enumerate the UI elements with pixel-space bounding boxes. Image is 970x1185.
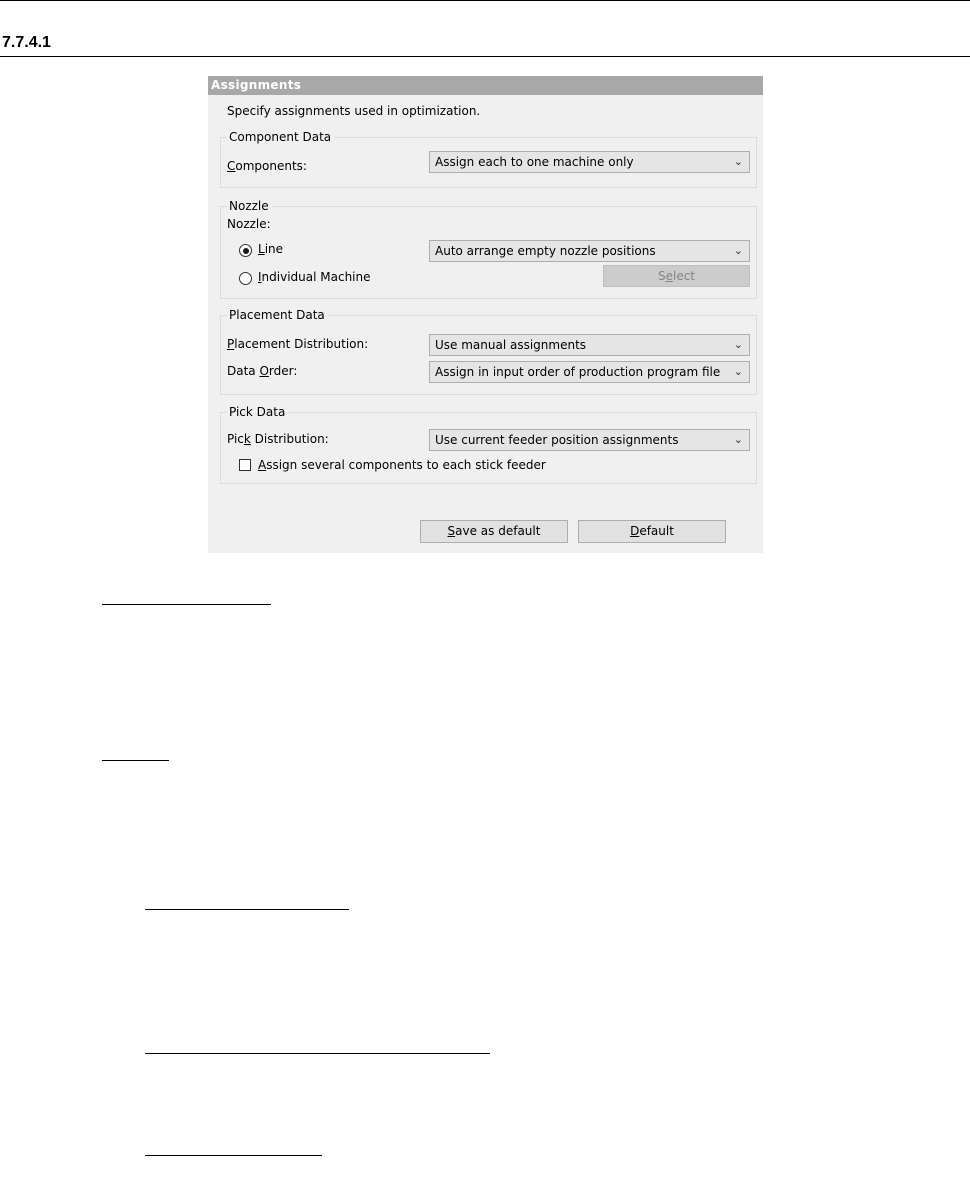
- default-button[interactable]: Default: [578, 520, 726, 543]
- several-components-checkbox[interactable]: [239, 459, 251, 471]
- pick-distribution-select[interactable]: [429, 429, 750, 451]
- components-label: Components:: [227, 159, 307, 173]
- select-button[interactable]: Select: [603, 265, 750, 287]
- components-select[interactable]: [429, 151, 750, 173]
- heading-underline-5: [145, 1155, 322, 1156]
- component-data-legend: Component Data: [227, 130, 334, 144]
- nozzle-label: Nozzle:: [227, 217, 271, 231]
- line-label[interactable]: Line: [258, 242, 284, 256]
- chevron-down-icon: ⌄: [733, 433, 743, 446]
- several-components-label[interactable]: Assign several components to each stick feeder: [258, 458, 546, 472]
- heading-underline-3: [145, 909, 349, 910]
- component-data-group: [220, 130, 757, 188]
- chevron-down-icon: ⌄: [733, 338, 743, 351]
- save-as-default-button[interactable]: Save as default: [420, 520, 568, 543]
- heading-underline-4: [145, 1053, 490, 1054]
- placement-distribution-value: Use manual assignments: [435, 338, 587, 352]
- chevron-down-icon: ⌄: [733, 244, 743, 257]
- components-select-value: Assign each to one machine only: [435, 155, 634, 169]
- dialog-title: Assignments: [208, 76, 763, 95]
- individual-machine-label[interactable]: Individual Machine: [258, 270, 371, 284]
- placement-data-legend: Placement Data: [227, 308, 328, 322]
- data-order-select[interactable]: [429, 361, 750, 383]
- line-nozzle-select[interactable]: [429, 240, 750, 262]
- assignments-dialog: [208, 76, 763, 553]
- dialog-description: Specify assignments used in optimization.: [227, 104, 481, 118]
- placement-distribution-select[interactable]: [429, 334, 750, 356]
- nozzle-group: [220, 199, 757, 299]
- individual-machine-radio[interactable]: [239, 272, 252, 285]
- chevron-down-icon: ⌄: [733, 365, 743, 378]
- pick-distribution-label: Pick Distribution:: [227, 432, 329, 446]
- pick-data-legend: Pick Data: [227, 405, 288, 419]
- heading-underline-2: [102, 760, 169, 761]
- line-radio[interactable]: [239, 244, 252, 257]
- chevron-down-icon: ⌄: [733, 155, 743, 168]
- placement-distribution-label: Placement Distribution:: [227, 337, 369, 351]
- heading-underline-1: [102, 604, 271, 605]
- top-rule: [0, 0, 970, 1]
- data-order-value: Assign in input order of production program file: [435, 365, 721, 379]
- placement-data-group: [220, 308, 757, 395]
- nozzle-legend: Nozzle: [227, 199, 272, 213]
- section-rule: [0, 56, 970, 57]
- pick-distribution-value: Use current feeder position assignments: [435, 433, 679, 447]
- section-number: 7.7.4.1: [2, 34, 51, 51]
- pick-data-group: [220, 405, 757, 484]
- line-nozzle-select-value: Auto arrange empty nozzle positions: [435, 244, 656, 258]
- data-order-label: Data Order:: [227, 364, 298, 378]
